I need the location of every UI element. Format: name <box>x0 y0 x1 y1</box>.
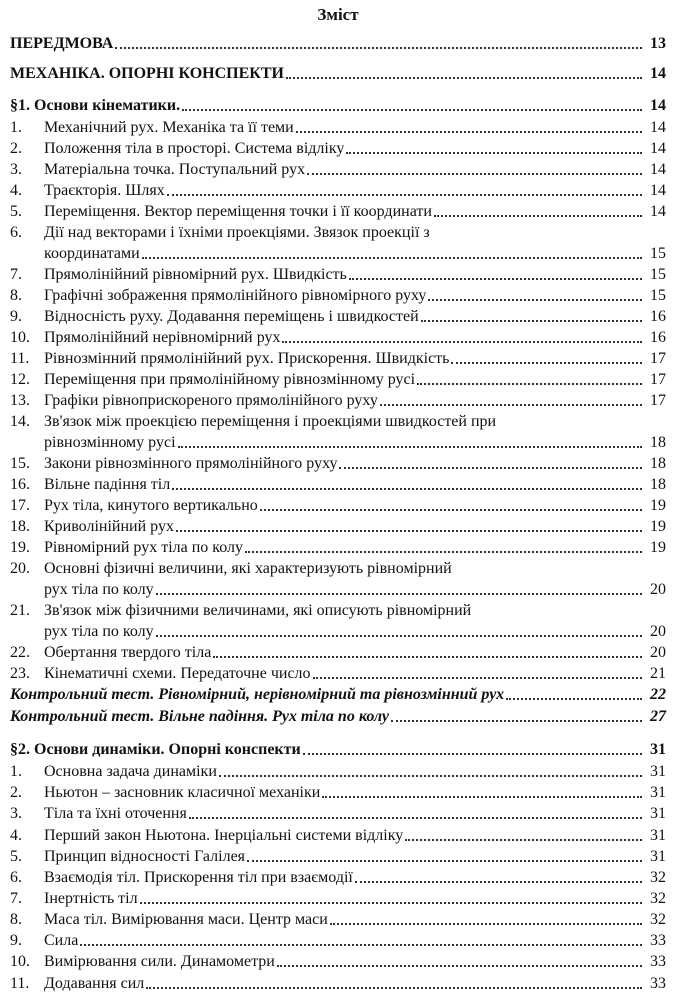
dot-leader <box>282 341 642 343</box>
toc-entry[interactable] <box>10 265 666 285</box>
toc-entry-text: Рівнозмінний прямолінійний рух. Прискорення. Швидкість <box>44 350 450 367</box>
toc-entry-text: Зв'язок між проекцією переміщення і проекціями швидкостей при <box>44 413 497 430</box>
dot-leader <box>307 173 642 175</box>
dot-leader <box>428 299 642 301</box>
toc-entry-text-line2: координатами <box>44 245 140 262</box>
toc-entry-text: Криволінійний рух <box>44 518 174 535</box>
toc-entry-page: 18 <box>650 434 666 451</box>
toc-entry[interactable] <box>10 118 666 138</box>
toc-entry-text: Прямолінійний нерівномірний рух <box>44 329 281 346</box>
toc-entry-page: 20 <box>650 581 666 598</box>
page-title: Зміст <box>317 5 359 24</box>
toc-entry-page: 31 <box>650 784 666 801</box>
toc-entry-text: Прямолінійний рівномірний рух. Швидкість <box>44 266 347 283</box>
toc-entry-text: Взаємодія тіл. Прискорення тіл при взаємодії <box>44 869 353 886</box>
toc-entry-number: 22. <box>10 644 30 661</box>
toc-entry-number: 5. <box>10 848 22 865</box>
toc-entry-text: Матеріальна точка. Поступальний рух <box>44 161 306 178</box>
toc-entry-text: Зв'язок між фізичними величинами, які описують рівномірний <box>44 602 472 619</box>
toc-entry-number: 8. <box>10 911 22 928</box>
toc-entry[interactable] <box>10 349 666 369</box>
dot-leader <box>286 77 642 79</box>
toc-entry-page: 27 <box>650 708 666 725</box>
toc-entry-number: 14. <box>10 413 30 430</box>
toc-entry[interactable] <box>10 783 666 803</box>
toc-entry-page: 33 <box>650 932 666 949</box>
toc-entry-text: Контрольний тест. Рівномірний, нерівномірний та рівнозмінний рух <box>10 686 505 703</box>
toc-entry-page: 21 <box>650 665 666 682</box>
toc-entry-number: 6. <box>10 224 22 241</box>
toc-entry-number: 12. <box>10 371 30 388</box>
toc-section-heading[interactable] <box>10 740 666 760</box>
toc-entry-page: 32 <box>650 911 666 928</box>
toc-entry-continuation <box>10 622 666 642</box>
toc-entry[interactable] <box>10 952 666 972</box>
dot-leader <box>213 656 642 658</box>
toc-entry[interactable] <box>10 202 666 222</box>
toc-entry-continuation <box>10 244 666 264</box>
toc-entry-text: Дії над векторами і їхніми проекціями. Звязок проекції з <box>44 224 430 241</box>
toc-entry <box>10 412 666 432</box>
toc-entry[interactable] <box>10 286 666 306</box>
toc-entry-text: Кінематичні схеми. Передаточне число <box>44 665 311 682</box>
dot-leader <box>506 698 642 700</box>
toc-entry-page: 16 <box>650 329 666 346</box>
toc-entry-text: Рух тіла, кинутого вертикально <box>44 497 258 514</box>
dot-leader <box>355 881 642 883</box>
dot-leader <box>322 796 642 798</box>
toc-entry-number: 10. <box>10 953 30 970</box>
toc-entry-text: Контрольний тест. Вільне падіння. Рух тіла по колу <box>10 708 390 725</box>
toc-entry-text: Вимірювання сили. Динамометри <box>44 953 275 970</box>
toc-entry-text: Переміщення при прямолінійному рівнозмінному русі <box>44 371 416 388</box>
toc-entry-page: 22 <box>650 686 666 703</box>
dot-leader <box>434 215 642 217</box>
dot-leader <box>451 362 642 364</box>
toc-entry-number: 18. <box>10 518 30 535</box>
toc-entry-page: 19 <box>650 539 666 556</box>
dot-leader <box>339 467 642 469</box>
toc-entry-page: 14 <box>650 65 666 82</box>
toc-entry <box>10 559 666 579</box>
toc-entry-page: 15 <box>650 287 666 304</box>
toc-entry-number: 10. <box>10 329 30 346</box>
toc-entry-text: §1. Основи кінематики. <box>10 97 181 114</box>
toc-entry-number: 2. <box>10 140 22 157</box>
toc-entry-page: 31 <box>650 827 666 844</box>
toc-entry[interactable] <box>10 538 666 558</box>
toc-entry[interactable] <box>10 475 666 495</box>
toc-entry[interactable] <box>10 328 666 348</box>
dot-leader <box>260 509 642 511</box>
toc-entry-number: 11. <box>10 350 30 367</box>
toc-entry-page: 17 <box>650 371 666 388</box>
dot-leader <box>346 152 642 154</box>
dot-leader <box>349 278 642 280</box>
dot-leader <box>245 551 642 553</box>
toc-entry-number: 5. <box>10 203 22 220</box>
toc-entry-page: 14 <box>650 161 666 178</box>
dot-leader <box>247 860 642 862</box>
toc-entry-text: Інертність тіл <box>44 890 138 907</box>
toc-entry-text-line2: рух тіла по колу <box>44 581 154 598</box>
toc-entry[interactable] <box>10 139 666 159</box>
toc-entry-number: 1. <box>10 119 22 136</box>
toc-entry-text-line2: рух тіла по колу <box>44 623 154 640</box>
toc-entry-text: Графічні зображення прямолінійного рівномірного руху <box>44 287 427 304</box>
dot-leader <box>176 530 642 532</box>
toc-entry[interactable] <box>10 889 666 909</box>
toc-section-heading[interactable] <box>10 685 666 705</box>
toc-entry-text: Відносність руху. Додавання переміщень і швидкостей <box>44 308 419 325</box>
toc-section-heading[interactable] <box>10 34 666 54</box>
toc-entry[interactable] <box>10 762 666 782</box>
dot-leader <box>330 923 642 925</box>
toc-entry-page: 17 <box>650 350 666 367</box>
dot-leader <box>167 194 642 196</box>
dot-leader <box>140 902 642 904</box>
toc-entry-number: 11. <box>10 975 30 992</box>
toc-entry-text: Траєкторія. Шлях <box>44 182 165 199</box>
toc-entry-text: Перший закон Ньютона. Інерціальні системи відліку <box>44 827 404 844</box>
toc-entry-number: 9. <box>10 932 22 949</box>
toc-entry-text: Вільне падіння тіл <box>44 476 171 493</box>
toc-entry-text: Обертання твердого тіла <box>44 644 212 661</box>
toc-entry[interactable] <box>10 847 666 867</box>
toc-entry-number: 6. <box>10 869 22 886</box>
toc-entry-number: 7. <box>10 266 22 283</box>
toc-entry-text: §2. Основи динаміки. Опорні конспекти <box>10 741 301 758</box>
toc-section-heading[interactable] <box>10 707 666 727</box>
toc-entry-number: 3. <box>10 805 22 822</box>
toc-section-heading[interactable] <box>10 64 666 84</box>
toc-entry-number: 1. <box>10 763 22 780</box>
toc-entry[interactable] <box>10 826 666 846</box>
toc-entry-text: Рівномірний рух тіла по колу <box>44 539 244 556</box>
dot-leader <box>80 944 642 946</box>
toc-entry-number: 4. <box>10 827 22 844</box>
toc-entry-page: 18 <box>650 476 666 493</box>
toc-entry-page: 18 <box>650 455 666 472</box>
toc-entry-number: 4. <box>10 182 22 199</box>
toc-entry-page: 20 <box>650 623 666 640</box>
toc-entry-page: 14 <box>650 203 666 220</box>
toc-entry[interactable] <box>10 664 666 684</box>
toc-entry-text: Додавання сил <box>44 975 145 992</box>
dot-leader <box>417 383 642 385</box>
dot-leader <box>156 593 642 595</box>
toc-entry-text: Положення тіла в просторі. Система відліку <box>44 140 345 157</box>
toc-entry-number: 3. <box>10 161 22 178</box>
toc-entry[interactable] <box>10 496 666 516</box>
toc-entry[interactable] <box>10 454 666 474</box>
toc-entry-page: 13 <box>650 35 666 52</box>
toc-entry-page: 32 <box>650 869 666 886</box>
toc-entry <box>10 601 666 621</box>
toc-entry-page: 31 <box>650 805 666 822</box>
toc-entry[interactable] <box>10 910 666 930</box>
toc-entry-text: Принцип відносності Галілея <box>44 848 246 865</box>
toc-entry-page: 15 <box>650 245 666 262</box>
toc-entry-page: 33 <box>650 975 666 992</box>
toc-entry-number: 19. <box>10 539 30 556</box>
toc-entry-page: 15 <box>650 266 666 283</box>
toc-entry-text: Переміщення. Вектор переміщення точки і її координати <box>44 203 432 220</box>
toc-entry[interactable] <box>10 181 666 201</box>
toc-entry-text-line2: рівнозмінному русі <box>44 434 176 451</box>
dot-leader <box>313 677 642 679</box>
toc-entry[interactable] <box>10 868 666 888</box>
toc-entry-number: 23. <box>10 665 30 682</box>
toc-entry-text: Тіла та їхні оточення <box>44 805 187 822</box>
dot-leader <box>156 635 642 637</box>
toc-entry-page: 19 <box>650 497 666 514</box>
toc-entry[interactable] <box>10 931 666 951</box>
toc-entry-page: 14 <box>650 119 666 136</box>
dot-leader <box>303 753 642 755</box>
dot-leader <box>380 404 642 406</box>
toc-entry-continuation <box>10 433 666 453</box>
toc-entry-page: 19 <box>650 518 666 535</box>
toc-entry[interactable] <box>10 391 666 411</box>
toc-entry-text: Основні фізичні величини, які характеризують рівномірний <box>44 560 452 577</box>
toc-entry-number: 17. <box>10 497 30 514</box>
toc-entry-number: 2. <box>10 784 22 801</box>
toc-entry-page: 31 <box>650 763 666 780</box>
toc-entry-page: 16 <box>650 308 666 325</box>
toc-entry[interactable] <box>10 517 666 537</box>
toc-entry-number: 20. <box>10 560 30 577</box>
dot-leader <box>296 131 642 133</box>
dot-leader <box>391 720 642 722</box>
toc-entry-page: 17 <box>650 392 666 409</box>
toc-entry[interactable] <box>10 974 666 994</box>
dot-leader <box>421 320 642 322</box>
toc-entry-number: 21. <box>10 602 30 619</box>
toc-entry-page: 31 <box>650 741 666 758</box>
toc-entry-text: Сила <box>44 932 79 949</box>
toc-entry-text: ПЕРЕДМОВА <box>10 35 114 52</box>
toc-entry-text: Ньютон – засновник класичної механіки <box>44 784 321 801</box>
dot-leader <box>405 839 642 841</box>
toc-entry-text: Маса тіл. Вимірювання маси. Центр маси <box>44 911 328 928</box>
toc-entry-number: 16. <box>10 476 30 493</box>
toc-entry-page: 33 <box>650 953 666 970</box>
dot-leader <box>182 109 642 111</box>
toc-entry-page: 20 <box>650 644 666 661</box>
toc-entry-text: Закони рівнозмінного прямолінійного руху <box>44 455 338 472</box>
toc-entry <box>10 223 666 243</box>
toc-entry-number: 13. <box>10 392 30 409</box>
toc-entry[interactable] <box>10 370 666 390</box>
dot-leader <box>277 965 642 967</box>
dot-leader <box>115 47 642 49</box>
toc-entry-number: 7. <box>10 890 22 907</box>
toc-entry-page: 14 <box>650 97 666 114</box>
toc-entry-page: 32 <box>650 890 666 907</box>
dot-leader <box>142 257 642 259</box>
toc-entry-text: МЕХАНІКА. ОПОРНІ КОНСПЕКТИ <box>10 65 284 82</box>
toc-entry[interactable] <box>10 643 666 663</box>
toc-section-heading[interactable] <box>10 96 666 116</box>
toc-entry[interactable] <box>10 307 666 327</box>
toc-entry-number: 8. <box>10 287 22 304</box>
toc-entry-continuation <box>10 580 666 600</box>
dot-leader <box>178 446 642 448</box>
toc-entry[interactable] <box>10 804 666 824</box>
toc-entry-page: 14 <box>650 182 666 199</box>
dot-leader <box>189 817 642 819</box>
toc-entry-text: Графіки рівноприскореного прямолінійного руху <box>44 392 378 409</box>
dot-leader <box>146 987 642 989</box>
toc-entry-number: 15. <box>10 455 30 472</box>
toc-entry-page: 14 <box>650 140 666 157</box>
dot-leader <box>172 488 642 490</box>
toc-entry[interactable] <box>10 160 666 180</box>
dot-leader <box>219 775 642 777</box>
toc-entry-text: Механічний рух. Механіка та її теми <box>44 119 294 136</box>
toc-entry-number: 9. <box>10 308 22 325</box>
toc-entry-text: Основна задача динаміки <box>44 763 217 780</box>
toc-entry-page: 31 <box>650 848 666 865</box>
